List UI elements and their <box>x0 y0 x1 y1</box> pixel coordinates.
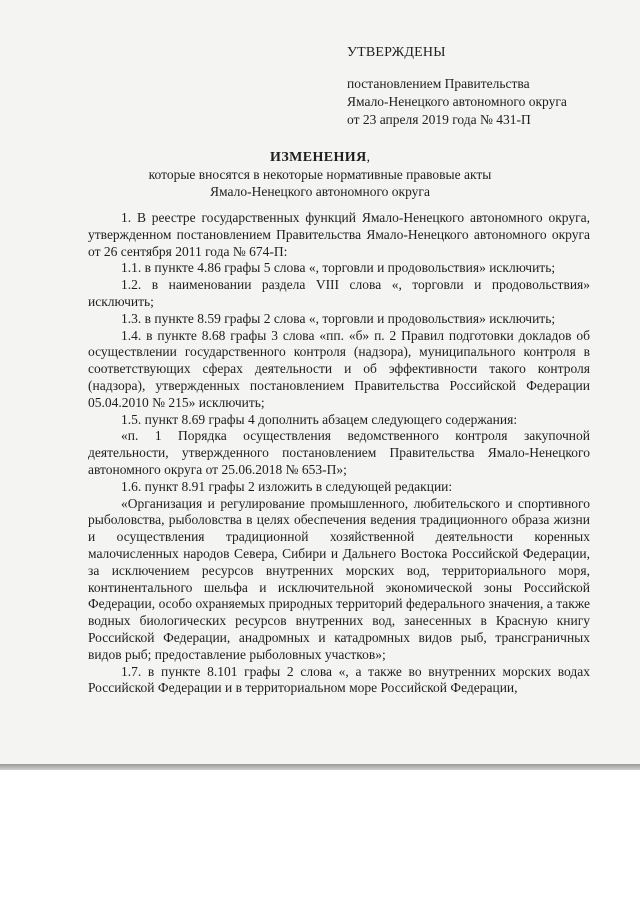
paragraph-1-5-quote: «п. 1 Порядка осуществления ведомственного контроля закупочной деятельности, утвержденного постановлением Правительства Ямало-Ненецкого автономного округа от 25.06.2018 № 653-П»; <box>88 428 590 477</box>
paragraph-1-3: 1.3. в пункте 8.59 графы 2 слова «, торговли и продовольствия» исключить; <box>121 310 556 326</box>
approval-block <box>347 44 627 129</box>
paragraph-1-1: 1.1. в пункте 4.86 графы 5 слова «, торговли и продовольствия» исключить; <box>121 260 556 276</box>
document-title: ИЗМЕНЕНИЯ <box>270 150 367 165</box>
title-comma: , <box>366 149 370 164</box>
paragraph-1-7: 1.7. в пункте 8.101 графы 2 слова «, а также во внутренних морских водах Российской Федерации и в территориальном море Российской Федерации, <box>88 663 590 696</box>
paragraph-1-6: 1.6. пункт 8.91 графы 2 изложить в следующей редакции: <box>121 478 453 494</box>
subtitle-line: которые вносятся в некоторые нормативные правовые акты <box>148 167 492 182</box>
paragraph-1: 1. В реестре государственных функций Ямало-Ненецкого автономного округа, утвержденном постановлением Правительства Ямало-Ненецкого автономного округа от 26 сентября 2011 года № 674-П: <box>88 210 590 259</box>
document-title-block <box>60 148 580 200</box>
paragraph-1-4: 1.4. в пункте 8.68 графы 3 слова «пп. «б» п. 2 Правил подготовки докладов об осуществлении государственного контроля (надзора), муниципального контроля в соответствующих сферах деятельности и об эффективности такого контроля (надзора), утвержденных постановлением Правительства Российской Федерации 05.04.2010 № 215» исключить; <box>88 327 590 410</box>
title-line <box>60 148 580 166</box>
paragraph-1-6-quote: «Организация и регулирование промышленного, любительского и спортивного рыболовства, рыболовства в целях обеспечения ведения традиционного образа жизни и осуществления традиционной хозяйственной деятельности коренных малочисленных народов Севера, Сибири и Дальнего Востока Российской Федерации, за исключением ресурсов внутренних морских вод, территориального моря, континентального шельфа и исключительной экономической зоны Российской Федерации, особо охраняемых природных территорий федерального значения, а также водных биологических ресурсов внутренних вод, занесенных в Красную книгу Российской Федерации, анадромных и катадромных видов рыб, трансграничных видов рыб; предоставление рыболовных участков»; <box>88 495 590 662</box>
paragraph-1-5: 1.5. пункт 8.69 графы 4 дополнить абзацем следующего содержания: <box>121 411 518 427</box>
approval-heading: УТВЕРЖДЕНЫ <box>347 45 446 60</box>
paragraph-1-2: 1.2. в наименовании раздела VIII слова «, торговли и продовольствия» исключить; <box>88 277 590 309</box>
subtitle-line: Ямало-Ненецкого автономного округа <box>210 184 430 199</box>
document-body <box>88 210 590 697</box>
sheet-bottom-edge <box>0 764 640 770</box>
approval-line: постановлением Правительства <box>347 76 530 91</box>
approval-line: Ямало-Ненецкого автономного округа <box>347 94 567 109</box>
approval-line: от 23 апреля 2019 года № 431-П <box>347 112 531 127</box>
